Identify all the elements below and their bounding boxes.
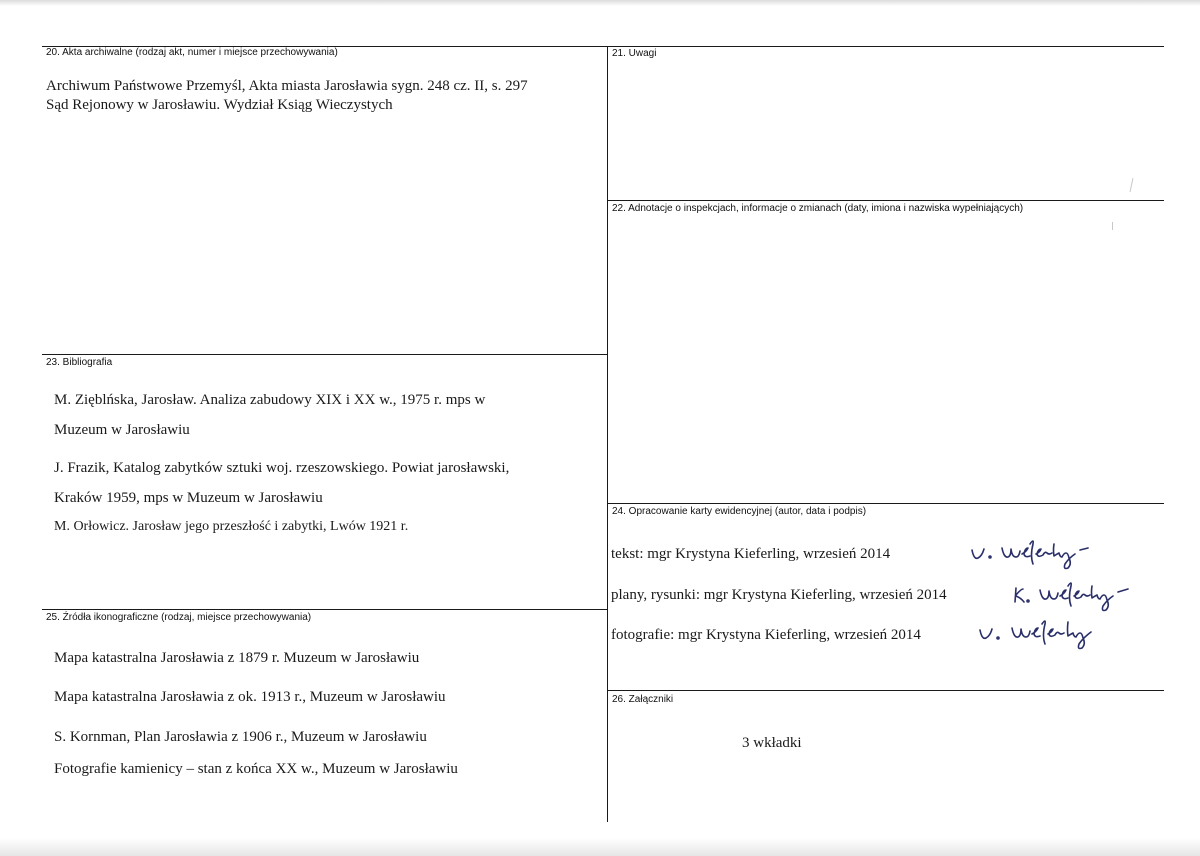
- bibliography-line: Kraków 1959, mps w Muzeum w Jarosławiu: [54, 490, 323, 506]
- section-21-label: 21. Uwagi: [612, 48, 657, 59]
- section-26-label: 26. Załączniki: [612, 694, 674, 705]
- center-divider: [607, 46, 608, 822]
- section-23-label: 23. Bibliografia: [46, 357, 113, 368]
- handwritten-signature: [968, 536, 1128, 570]
- divider-21-22: [608, 200, 1164, 201]
- iconographic-source-line: Mapa katastralna Jarosławia z 1879 r. Muzeum w Jarosławiu: [54, 650, 420, 666]
- archive-records-line: Sąd Rejonowy w Jarosławiu. Wydział Ksiąg Wieczystych: [46, 97, 393, 113]
- top-border-right: [608, 46, 1164, 47]
- scan-speck: [1130, 178, 1134, 192]
- iconographic-source-line: Mapa katastralna Jarosławia z ok. 1913 r., Muzeum w Jarosławiu: [54, 689, 446, 705]
- bibliography-line: M. Zięblńska, Jarosław. Analiza zabudowy XIX i XX w., 1975 r. mps w: [54, 392, 486, 408]
- iconographic-source-line: Fotografie kamienicy – stan z końca XX w., Muzeum w Jarosławiu: [54, 761, 458, 777]
- handwritten-signature: [976, 618, 1136, 654]
- handwritten-signature: [1010, 578, 1150, 612]
- divider-23-25: [42, 609, 608, 610]
- section-24-label: 24. Opracowanie karty ewidencyjnej (autor, data i podpis): [612, 506, 867, 517]
- section-22-label: 22. Adnotacje o inspekcjach, informacje o zmianach (daty, imiona i nazwiska wypełniających): [612, 203, 1024, 214]
- author-line-plans: plany, rysunki: mgr Krystyna Kieferling, wrzesień 2014: [611, 587, 947, 603]
- divider-20-23: [42, 354, 608, 355]
- section-25-label: 25. Źródła ikonograficzne (rodzaj, miejsce przechowywania): [46, 612, 312, 623]
- bibliography-line: Muzeum w Jarosławiu: [54, 422, 190, 438]
- divider-24-26: [608, 690, 1164, 691]
- scan-speck: [1112, 222, 1113, 230]
- author-line-text: tekst: mgr Krystyna Kieferling, wrzesień 2014: [611, 546, 891, 562]
- divider-22-24: [608, 503, 1164, 504]
- bibliography-line: M. Orłowicz. Jarosław jego przeszłość i zabytki, Lwów 1921 r.: [54, 519, 409, 534]
- author-line-photos: fotografie: mgr Krystyna Kieferling, wrzesień 2014: [611, 627, 921, 643]
- section-20-label: 20. Akta archiwalne (rodzaj akt, numer i miejsce przechowywania): [46, 47, 338, 58]
- scan-shadow-top: [0, 0, 1200, 6]
- bibliography-line: J. Frazik, Katalog zabytków sztuki woj. rzeszowskiego. Powiat jarosławski,: [54, 460, 510, 476]
- attachments-value: 3 wkładki: [742, 735, 802, 751]
- iconographic-source-line: S. Kornman, Plan Jarosławia z 1906 r., Muzeum w Jarosławiu: [54, 729, 427, 745]
- scan-shadow-bottom: [0, 838, 1200, 856]
- archive-records-line: Archiwum Państwowe Przemyśl, Akta miasta Jarosławia sygn. 248 cz. II, s. 297: [46, 78, 528, 94]
